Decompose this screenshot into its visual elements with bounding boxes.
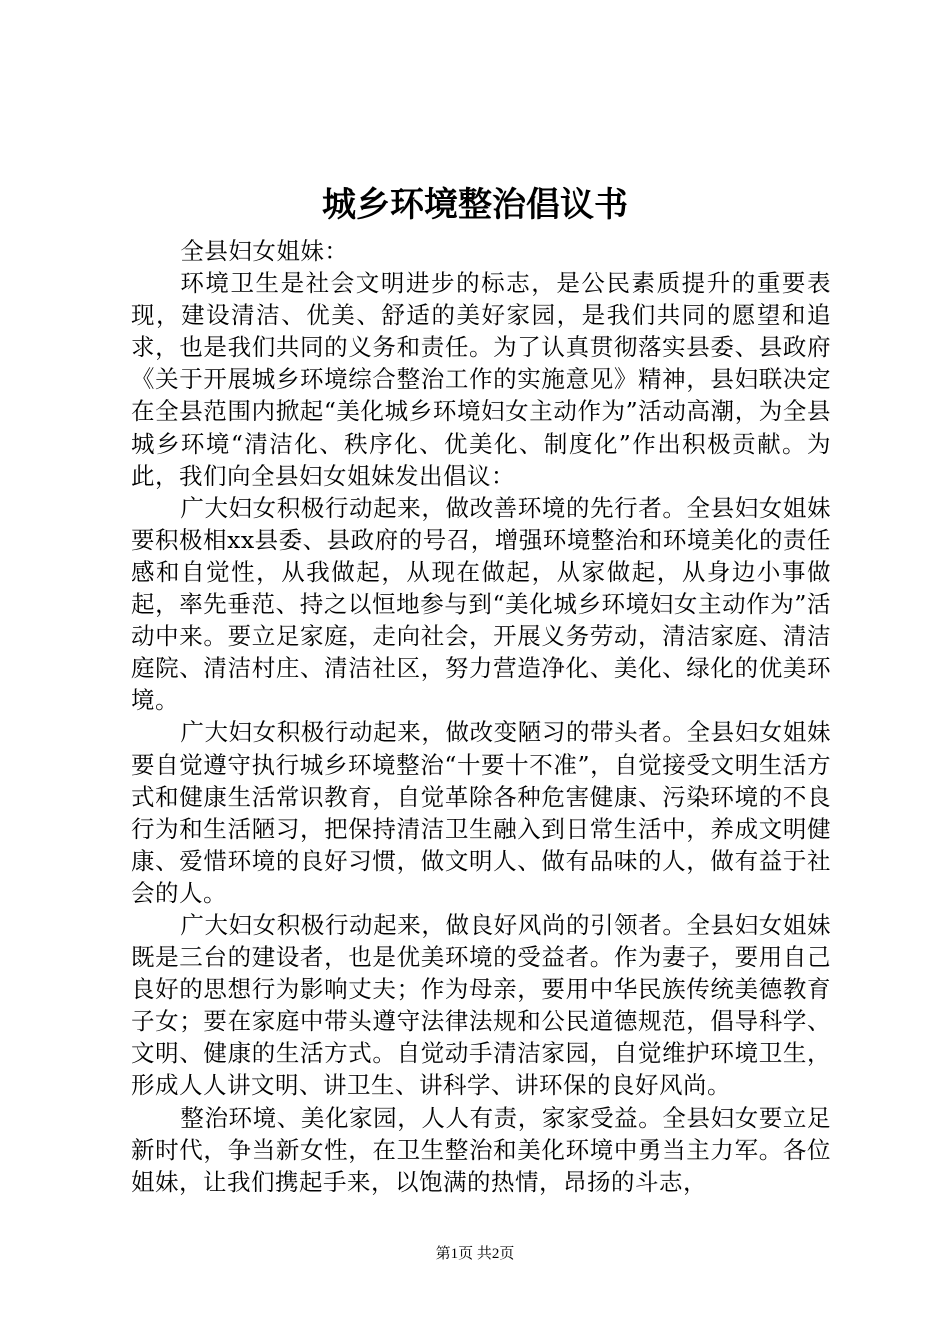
paragraph-habits: 广大妇女积极行动起来，做改变陋习的带头者。全县妇女姐妹要自觉遵守执行城乡环境整治“十要十不准”，自觉接受文明生活方式和健康生活常识教育，自觉革除各种危害健康、污染环境的不良行为和生活陋习，把保持清洁卫生融入到日常生活中，养成文明健康、爱惜环境的良好习惯，做文明人、做有品味的人，做有益于社会的人。 bbox=[131, 718, 831, 907]
paragraph-intro: 环境卫生是社会文明进步的标志，是公民素质提升的重要表现，建设清洁、优美、舒适的美好家园，是我们共同的愿望和追求，也是我们共同的义务和责任。为了认真贯彻落实县委、县政府《关于开展城乡环境综合整治工作的实施意见》精神，县妇联决定在全县范围内掀起“美化城乡环境妇女主动作为”活动高潮，为全县城乡环境“清洁化、秩序化、优美化、制度化”作出积极贡献。为此，我们向全县妇女姐妹发出倡议： bbox=[131, 269, 831, 490]
document-body bbox=[131, 235, 831, 1198]
paragraph-pioneer: 广大妇女积极行动起来，做改善环境的先行者。全县妇女姐妹要积极相xx县委、县政府的号召，增强环境整治和环境美化的责任感和自觉性，从我做起，从现在做起，从家做起，从身边小事做起，率先垂范、持之以恒地参与到“美化城乡环境妇女主动作为”活动中来。要立足家庭，走向社会，开展义务劳动，清洁家庭、清洁庭院、清洁村庄、清洁社区，努力营造净化、美化、绿化的优美环境。 bbox=[131, 493, 831, 715]
salutation: 全县妇女姐妹： bbox=[180, 237, 349, 265]
paragraph-customs: 广大妇女积极行动起来，做良好风尚的引领者。全县妇女姐妹既是三台的建设者，也是优美环境的受益者。作为妻子，要用自己良好的思想行为影响丈夫；作为母亲，要用中华民族传统美德教育子女；要在家庭中带头遵守法律法规和公民道德规范，倡导科学、文明、健康的生活方式。自觉动手清洁家园，自觉维护环境卫生，形成人人讲文明、讲卫生、讲科学、讲环保的良好风尚。 bbox=[131, 910, 831, 1100]
document-title: 城乡环境整治倡议书 bbox=[322, 185, 628, 225]
page-footer: 第1页 共2页 bbox=[435, 1246, 515, 1262]
paragraph-closing: 整治环境、美化家园，人人有责，家家受益。全县妇女要立足新时代，争当新女性，在卫生整治和美化环境中勇当主力军。各位姐妹，让我们携起手来，以饱满的热情，昂扬的斗志， bbox=[131, 1103, 831, 1196]
